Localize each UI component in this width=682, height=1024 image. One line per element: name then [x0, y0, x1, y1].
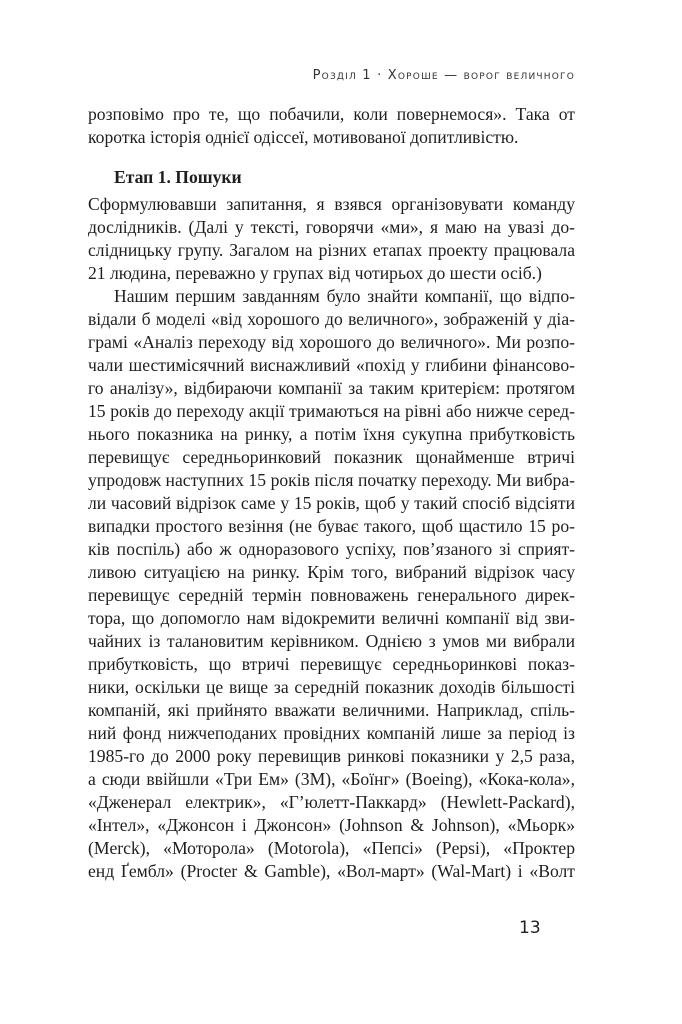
text-line: коротка історія однієї одіссеї, мотивованої допитливістю. [88, 127, 519, 147]
text-line: 21 людина, переважно у групах від чотирьох до шести осіб.) [88, 263, 542, 283]
text-line: перевищує середній термін повноважень генерального дирек- [88, 585, 575, 605]
text-line: Нашим першим завданням було знайти компанії, що відпо- [114, 286, 575, 306]
text-line: ний фонд нижчеподаних провідних компаній лише за період із [88, 723, 575, 743]
text-line: (Merck), «Моторола» (Motorola), «Пепсі» (Pepsi), «Проктер [88, 838, 575, 858]
text-line: тора, що допомогло нам відокремити величні компанії від зви- [88, 608, 575, 628]
text-line: ники, оскільки це вище за середній показник доходів більшості [88, 677, 575, 697]
text-line: го аналізу», відбираючи компанії за таким критерієм: протягом [88, 378, 575, 398]
text-line: відали б моделі «від хорошого до величного», зображеній у діа- [88, 309, 575, 329]
text-line: 15 років до переходу акції тримаються на рівні або нижче серед- [88, 401, 575, 421]
text-line: упродовж наступних 15 років після початку переходу. Ми вибра- [88, 470, 575, 490]
intro-text [88, 103, 575, 149]
text-line: «Дженерал електрик», «Г’юлетт-Паккард» (Hewlett-Packard), [88, 792, 575, 812]
text-line: грамі «Аналіз переходу від хорошого до величного». Ми розпо- [88, 332, 575, 352]
text-line: прибутковість, що втричі перевищує середньоринкові показ- [88, 654, 575, 674]
text-line: слідницьку групу. Загалом на різних етапах проекту працювала [88, 240, 575, 260]
text-line: перевищує середньоринковий показник щонайменше втричі [88, 447, 575, 467]
text-line: дослідників. (Далі у тексті, говорячи «ми», я маю на увазі до- [88, 217, 575, 237]
text-line: розповімо про те, що побачили, коли повернемося». Така от [88, 104, 575, 124]
running-head: Розділ 1 · Хороше — ворог величного [312, 68, 575, 83]
text-line: випадки простого везіння (не буває такого, щоб щастило 15 ро- [88, 516, 575, 536]
section-heading-block [88, 166, 575, 189]
text-line: чайних із талановитим керівником. Однією з умов ми вибрали [88, 631, 575, 651]
text-line: енд Ґембл» (Procter & Gamble), «Вол-март» (Wal-Mart) і «Волт [88, 861, 575, 881]
text-line: а сюди ввійшли «Три Ем» (3M), «Боїнг» (Boeing), «Кока-кола», [88, 769, 575, 789]
page-number: 13 [519, 918, 541, 938]
section-heading: Етап 1. Пошуки [114, 167, 242, 187]
text-line: «Інтел», «Джонсон і Джонсон» (Johnson & Johnson), «Мьорк» [88, 815, 575, 835]
text-line: компаній, які прийнято вважати величними. Наприклад, спіль- [88, 700, 575, 720]
text-line: ків поспіль) або ж одноразового успіху, пов’язаного зі сприят- [88, 539, 575, 559]
text-line: чали шестимісячний виснажливий «похід у глибини фінансово- [88, 355, 575, 375]
text-line: нього показника на ринку, а потім їхня сукупна прибутковість [88, 424, 575, 444]
text-line: ливою ситуацією на ринку. Крім того, вибраний відрізок часу [88, 562, 575, 582]
body-text [88, 193, 575, 883]
text-line: Сформулювавши запитання, я взявся організовувати команду [88, 194, 575, 214]
text-line: ли часовий відрізок саме у 15 років, щоб у такий спосіб відсіяти [88, 493, 575, 513]
text-line: 1985-го до 2000 року перевищив ринкові показники у 2,5 раза, [88, 746, 575, 766]
